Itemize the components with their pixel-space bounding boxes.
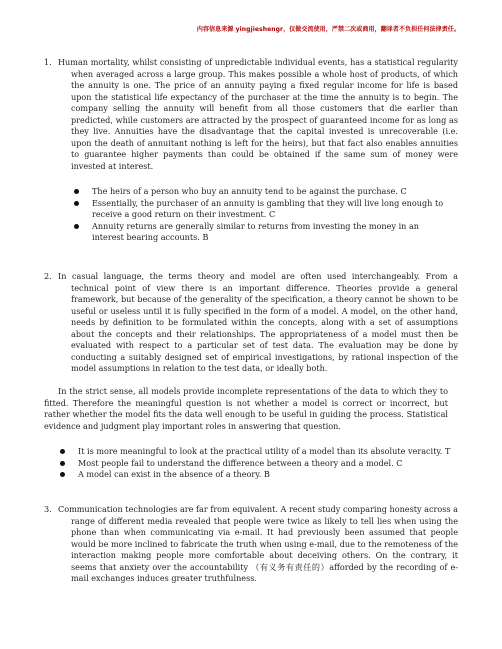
statement-item [72,198,446,221]
bullet-icon [74,224,79,229]
bullet-icon [60,461,65,466]
question-number: 3. [44,504,52,514]
question-passage [58,57,458,172]
passage-text: Communication technologies are far from equivalent. A recent study comparing honesty across a range of different media revealed that people were twice as likely to tell lies when using the phone than when communicating via e-mail. It had previously been assumed that people would be more inclined to fabricate the truth when using e-mail, due to the remoteness of the interaction making people more comfortable about deceiving others. On the contrary, it seems that anxiety over the accountability （有义务有责任的）afforded by the recording of e-mail exchanges induces greater truthfulness. [58,504,458,583]
statement-text: Essentially, the purchaser of an annuity is gambling that they will live long enough to receive a good return on their investment. C [92,197,444,219]
bullet-icon [60,472,65,477]
passage-text: In casual language, the terms theory and model are often used interchangeably. From a technical point of view there is an important difference. Theories provide a general framework, but because of the generality of the specification, a theory cannot be shown to be useful or useless until it is fully specified in the form of a model. A model, on the other hand, needs by definition to be formulated within the concepts, along with a set of assumptions about the concepts and their relationships. The appropriateness of a model must then be evaluated with respect to a particular set of test data. The evaluation may be done by conducting a suitably designed set of empirical investigations, by rational inspection of the model assumptions in relation to the test data, or ideally both. [58,271,458,373]
statement-list-2 [58,446,454,481]
passage-paragraph-2 [44,386,448,432]
passage-text: Human mortality, whilst consisting of unpredictable individual events, has a statistical regularity when averaged across a large group. This makes possible a whole host of products, of which the annuity is one. The price of an annuity paying a fixed regular income for life is based upon the statistical life expectancy of the purchaser at the time the annuity is to begin. The company selling the annuity will benefit from all those customers that die earlier than predicted, while customers are attracted by the prospect of guaranteed income for as long as they live. Annuities have the disadvantage that the capital invested is unrecoverable (i.e. upon the death of annuitant nothing is left for the heirs), but that fact also enables annuities to guarantee higher payments than could be obtained if the same sum of money were invested at interest. [58,57,458,171]
page-header-notice: 内容信息来源 yingjieshengr，仅做交流使用，严禁二次或商用，翻译者不负担任何法律责任。 [196,26,460,33]
statement-item [58,446,454,458]
statement-text: Most people fail to understand the difference between a theory and a model. C [78,457,403,468]
statement-text: It is more meaningful to look at the practical utility of a model than its absolute veracity. T [78,446,451,456]
question-passage [58,504,458,585]
statement-item [58,469,454,481]
question-passage [58,271,458,375]
statement-text: Annuity returns are generally similar to returns from investing the money in an interest bearing accounts. B [92,220,419,242]
bullet-icon [60,449,65,454]
statement-list-1 [72,186,446,244]
question-number: 1. [44,57,52,67]
passage-text: In the strict sense, all models provide incomplete representations of the data to which they to fitted. Therefore the meaningful question is not whether a model is correct or incorrect, but rather whether the model fits the data well enough to be useful in guiding the process. Statistical evidence and judgment play important roles in answering that question. [44,386,448,431]
bullet-icon [74,189,79,194]
statement-item [58,458,454,470]
statement-text: A model can exist in the absence of a theory. B [78,469,270,479]
statement-item [72,221,446,244]
question-number: 2. [44,271,52,281]
statement-item [72,186,446,198]
statement-text: The heirs of a person who buy an annuity tend to be against the purchase. C [92,186,407,196]
bullet-icon [74,201,79,206]
